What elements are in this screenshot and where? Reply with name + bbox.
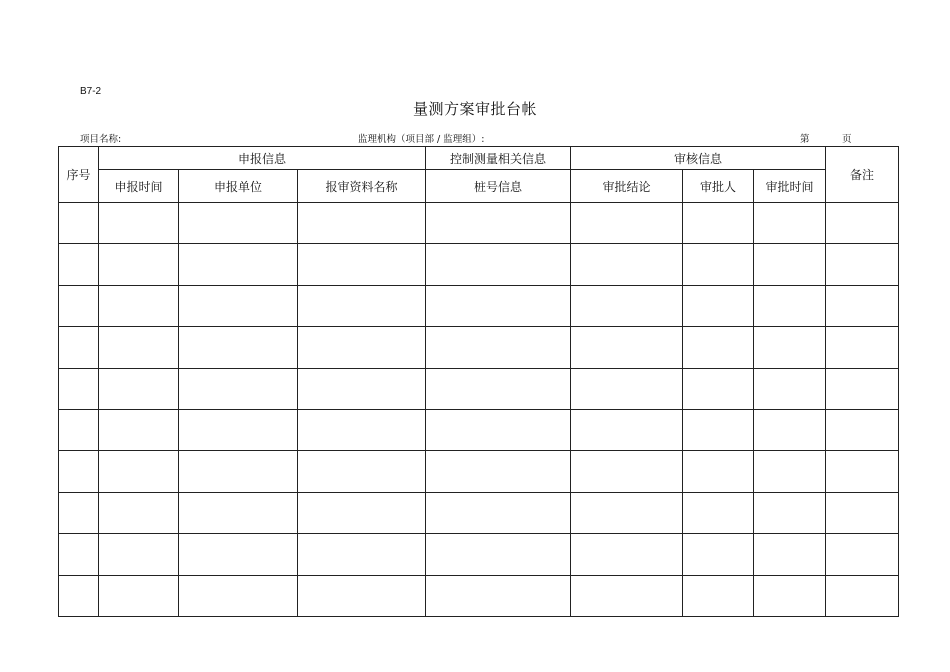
table-cell <box>99 203 179 244</box>
table-cell <box>179 492 298 533</box>
header-approval-time: 审批时间 <box>754 170 826 203</box>
header-row-columns <box>59 170 899 203</box>
header-group-report: 申报信息 <box>99 147 426 170</box>
table-cell <box>826 244 899 285</box>
table-row <box>59 575 899 616</box>
table-cell <box>826 203 899 244</box>
page-number-suffix: 页 <box>842 134 852 145</box>
header-approver: 审批人 <box>683 170 754 203</box>
table-cell <box>59 327 99 368</box>
table-cell <box>826 534 899 575</box>
table-cell <box>59 203 99 244</box>
table-row <box>59 451 899 492</box>
table-cell <box>754 285 826 326</box>
table-row <box>59 409 899 450</box>
header-report-time: 申报时间 <box>99 170 179 203</box>
table-cell <box>298 492 426 533</box>
table-row <box>59 244 899 285</box>
table-cell <box>99 285 179 326</box>
table-cell <box>571 368 683 409</box>
table-cell <box>426 534 571 575</box>
table-cell <box>683 575 754 616</box>
table-cell <box>179 451 298 492</box>
table-cell <box>59 285 99 326</box>
table-cell <box>754 327 826 368</box>
table-cell <box>754 534 826 575</box>
table-cell <box>683 492 754 533</box>
table-cell <box>826 409 899 450</box>
table-cell <box>754 451 826 492</box>
header-approval-conclusion: 审批结论 <box>571 170 683 203</box>
table-cell <box>571 575 683 616</box>
table-cell <box>683 244 754 285</box>
table-cell <box>754 409 826 450</box>
table-cell <box>683 534 754 575</box>
table-cell <box>99 244 179 285</box>
table-cell <box>99 451 179 492</box>
table-cell <box>571 203 683 244</box>
table-cell <box>59 492 99 533</box>
approval-ledger-table <box>58 146 899 617</box>
table-cell <box>426 368 571 409</box>
header-report-unit: 申报单位 <box>179 170 298 203</box>
table-cell <box>571 327 683 368</box>
table-cell <box>298 203 426 244</box>
table-cell <box>683 327 754 368</box>
table-cell <box>99 492 179 533</box>
table-cell <box>298 575 426 616</box>
table-cell <box>298 451 426 492</box>
table-cell <box>826 575 899 616</box>
ledger-body <box>59 203 899 617</box>
table-cell <box>826 285 899 326</box>
project-name-label: 项目名称: <box>80 134 122 145</box>
table-cell <box>683 409 754 450</box>
page-number-prefix: 第 <box>800 134 810 145</box>
header-material-name: 报审资料名称 <box>298 170 426 203</box>
page-title: 量测方案审批台帐 <box>412 100 537 118</box>
form-code: B7-2 <box>80 86 102 97</box>
table-cell <box>59 368 99 409</box>
table-cell <box>426 285 571 326</box>
table-cell <box>298 534 426 575</box>
table-cell <box>59 534 99 575</box>
table-cell <box>426 451 571 492</box>
table-cell <box>179 409 298 450</box>
table-cell <box>179 575 298 616</box>
table-cell <box>754 244 826 285</box>
table-cell <box>426 244 571 285</box>
table-cell <box>298 327 426 368</box>
header-row-groups <box>59 147 899 170</box>
table-cell <box>99 534 179 575</box>
table-row <box>59 203 899 244</box>
table-cell <box>179 534 298 575</box>
table-row <box>59 534 899 575</box>
table-cell <box>179 285 298 326</box>
table-cell <box>99 575 179 616</box>
table-cell <box>571 244 683 285</box>
table-cell <box>683 285 754 326</box>
table-cell <box>683 451 754 492</box>
header-group-review: 审核信息 <box>571 147 826 170</box>
table-cell <box>298 368 426 409</box>
table-cell <box>99 409 179 450</box>
table-cell <box>179 244 298 285</box>
table-cell <box>426 327 571 368</box>
table-cell <box>59 244 99 285</box>
table-cell <box>571 285 683 326</box>
table-row <box>59 285 899 326</box>
table-row <box>59 327 899 368</box>
table-cell <box>683 368 754 409</box>
header-group-control: 控制测量相关信息 <box>426 147 571 170</box>
table-cell <box>298 409 426 450</box>
header-remarks: 备注 <box>826 147 899 203</box>
table-cell <box>179 368 298 409</box>
table-cell <box>571 492 683 533</box>
table-cell <box>298 285 426 326</box>
table-cell <box>571 451 683 492</box>
table-cell <box>826 451 899 492</box>
table-row <box>59 368 899 409</box>
table-cell <box>754 203 826 244</box>
table-cell <box>298 244 426 285</box>
table-cell <box>179 327 298 368</box>
header-serial: 序号 <box>59 147 99 203</box>
table-cell <box>426 409 571 450</box>
table-cell <box>754 368 826 409</box>
table-cell <box>59 451 99 492</box>
table-cell <box>826 327 899 368</box>
table-cell <box>571 409 683 450</box>
table-cell <box>754 492 826 533</box>
table-cell <box>426 203 571 244</box>
table-cell <box>99 327 179 368</box>
header-pile-info: 桩号信息 <box>426 170 571 203</box>
table-cell <box>426 575 571 616</box>
table-cell <box>99 368 179 409</box>
supervision-org-label: 监理机构（项目部 / 监理组）: <box>358 134 485 145</box>
table-cell <box>179 203 298 244</box>
table-cell <box>826 492 899 533</box>
table-cell <box>754 575 826 616</box>
table-row <box>59 492 899 533</box>
table-cell <box>426 492 571 533</box>
table-cell <box>59 409 99 450</box>
table-cell <box>571 534 683 575</box>
table-cell <box>826 368 899 409</box>
table-cell <box>59 575 99 616</box>
table-cell <box>683 203 754 244</box>
